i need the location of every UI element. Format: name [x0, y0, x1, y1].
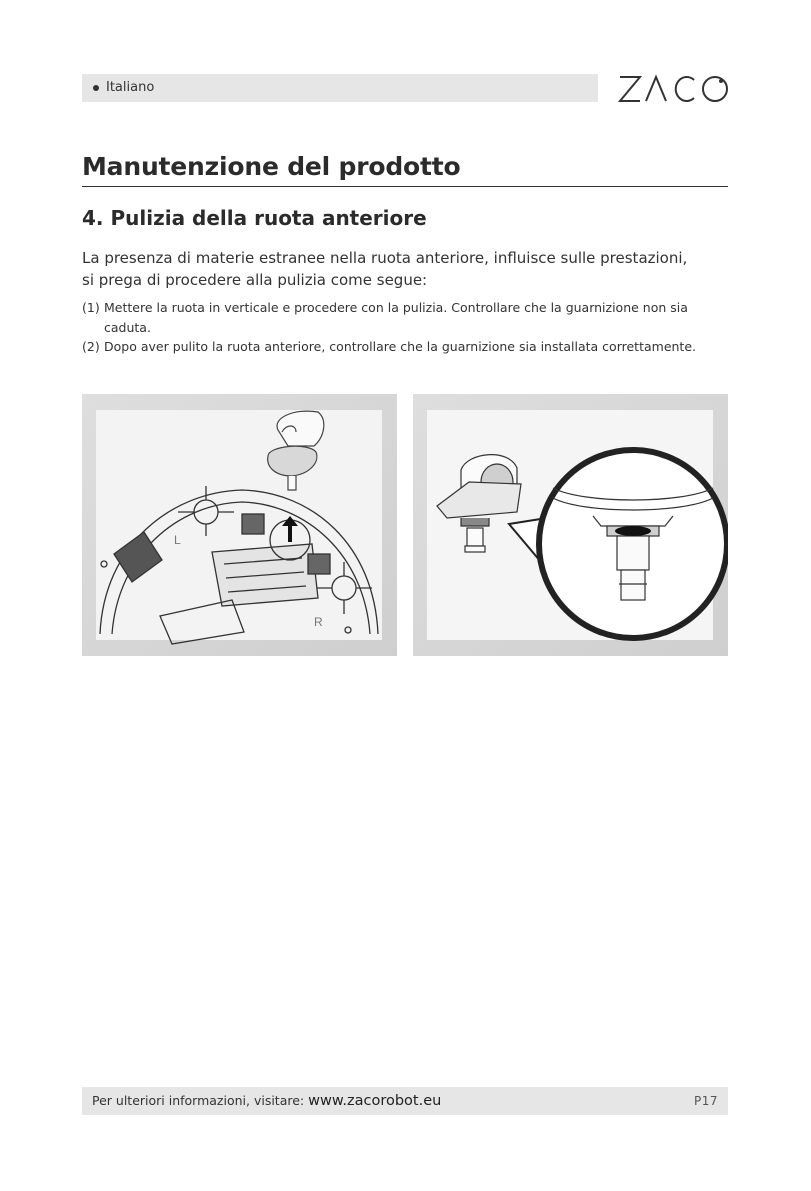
footer-bar: [82, 1087, 728, 1115]
language-label: Italiano: [106, 80, 155, 95]
footer-info: [92, 1093, 441, 1109]
step-number: (2): [82, 339, 100, 354]
section-title: 4. Pulizia della ruota anteriore: [82, 206, 427, 230]
figure-wheel-gasket-detail: [413, 394, 728, 656]
intro-line: si prega di procedere alla pulizia come segue:: [82, 271, 428, 289]
intro-line: La presenza di materie estranee nella ruota anteriore, influisce sulle prestazioni,: [82, 249, 688, 267]
steps-list: [82, 298, 732, 357]
step-item: [82, 337, 732, 357]
left-marker: L: [174, 533, 181, 547]
step-text: Dopo aver pulito la ruota anteriore, controllare che la guarnizione sia installata correttamente.: [104, 339, 696, 354]
bullet-icon: [93, 85, 99, 91]
page-title: Manutenzione del prodotto: [82, 152, 461, 181]
figure-robot-underside: [82, 394, 397, 656]
title-divider: [82, 186, 728, 187]
website-link[interactable]: www.zacorobot.eu: [308, 1093, 442, 1109]
intro-paragraph: [82, 247, 742, 291]
right-marker: R: [314, 615, 323, 629]
zaco-logo: [618, 72, 730, 106]
footer-info-text: Per ulteriori informazioni, visitare:: [92, 1093, 305, 1108]
page-number: P17: [693, 1094, 718, 1108]
step-text: Mettere la ruota in verticale e procedere con la pulizia. Controllare che la guarnizione non sia caduta.: [104, 300, 688, 335]
step-number: (1): [82, 300, 100, 315]
step-item: [82, 298, 732, 337]
language-bar: [82, 74, 598, 102]
